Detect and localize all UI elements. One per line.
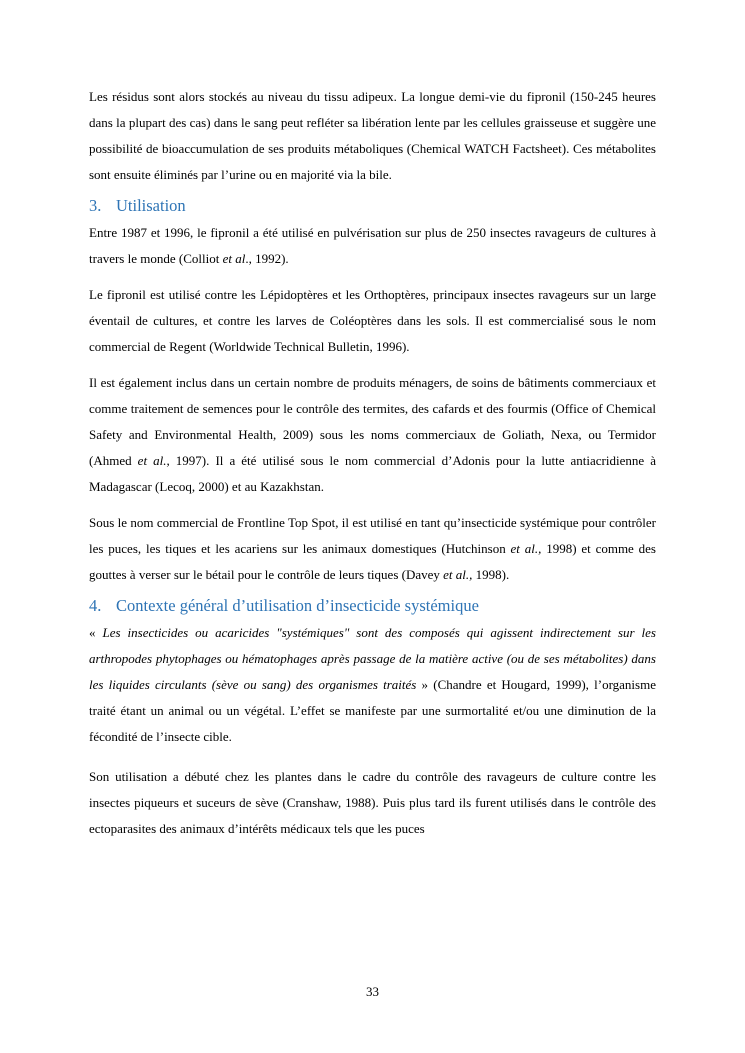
paragraph-pulverisation — [89, 220, 656, 272]
italic-quote: Les insecticides ou acaricides "systémiques" sont des composés qui agissent indirectement sur les arthropodes phytophages ou hématophages après passage de la matière active (ou de ses métabolites) dans les liquides circulants (sève ou sang) des organismes traités — [89, 625, 656, 692]
paragraph-lepidopteres — [89, 282, 656, 360]
paragraph-frontline — [89, 510, 656, 588]
paragraph-text: » (Chandre et Hougard, 1999), l’organisme traité étant un animal ou un végétal. L’effet se manifeste par une surmortalité et/ou une diminution de la fécondité de l’insecte cible. — [89, 677, 656, 744]
paragraph-text: Sous le nom commercial de Frontline Top Spot, il est utilisé en tant qu’insecticide systémique pour contrôler les puces, les tiques et les acariens sur les animaux domestiques (Hutchinson — [89, 515, 656, 556]
paragraph-text: ., 1992). — [245, 251, 289, 266]
paragraph-text: 1997). Il a été utilisé sous le nom commercial d’Adonis pour la lutte antiacridienne à Madagascar (Lecoq, 2000) et au Kazakhstan. — [89, 453, 656, 494]
paragraph-text: Il est également inclus dans un certain nombre de produits ménagers, de soins de bâtiments commerciaux et comme traitement de semences pour le contrôle des termites, des cafards et des fourmis (Office of Chemical Safety and Environmental Health, 2009) sous les noms commerciaux de Goliath, Nexa, ou Termidor (Ahmed — [89, 375, 656, 468]
paragraph-text: « — [89, 625, 103, 640]
italic-citation: et al., — [443, 567, 473, 582]
section-title: Utilisation — [116, 196, 186, 215]
paragraph-text: 1998). — [472, 567, 510, 582]
section-number: 4. — [89, 596, 102, 615]
paragraph-text: Le fipronil est utilisé contre les Lépidoptères et les Orthoptères, principaux insectes ravageurs sur un large éventail de cultures, et contre les larves de Coléoptères dans les sols. Il est commercialisé sous le nom commercial de Regent (Worldwide Technical Bulletin, 1996). — [89, 287, 656, 354]
paragraph-residus — [89, 84, 656, 188]
section-number: 3. — [89, 196, 102, 215]
italic-citation: et al — [222, 251, 246, 266]
section-title: Contexte général d’utilisation d’insecticide systémique — [116, 596, 479, 615]
paragraph-text: 1998) et comme des gouttes à verser sur le bétail pour le contrôle de leurs tiques (Davey — [89, 541, 656, 582]
paragraph-utilisation-plantes — [89, 764, 656, 842]
page-number: 33 — [366, 984, 379, 999]
paragraph-text: Son utilisation a débuté chez les plantes dans le cadre du contrôle des ravageurs de culture contre les insectes piqueurs et suceurs de sève (Cranshaw, 1988). Puis plus tard ils furent utilisés dans le contrôle des ectoparasites des animaux d’intérêts médicaux tels que les puces — [89, 769, 656, 836]
paragraph-definition-systemique — [89, 620, 656, 750]
paragraph-text: Les résidus sont alors stockés au niveau du tissu adipeux. La longue demi-vie du fipronil (150-245 heures dans la plupart des cas) dans le sang peut refléter sa libération lente par les cellules graisseuse et suggère une possibilité de bioaccumulation de ses produits métaboliques (Chemical WATCH Factsheet). Ces métabolites sont ensuite éliminés par l’urine ou en majorité via la bile. — [89, 89, 656, 182]
section-heading-contexte — [89, 592, 656, 620]
italic-citation: et al., — [137, 453, 170, 468]
page-content — [89, 84, 656, 842]
section-heading-utilisation — [89, 192, 656, 220]
paragraph-text: Entre 1987 et 1996, le fipronil a été utilisé en pulvérisation sur plus de 250 insectes ravageurs de cultures à travers le monde (Colliot — [89, 225, 656, 266]
paragraph-produits-menagers — [89, 370, 656, 500]
italic-citation: et al., — [510, 541, 542, 556]
